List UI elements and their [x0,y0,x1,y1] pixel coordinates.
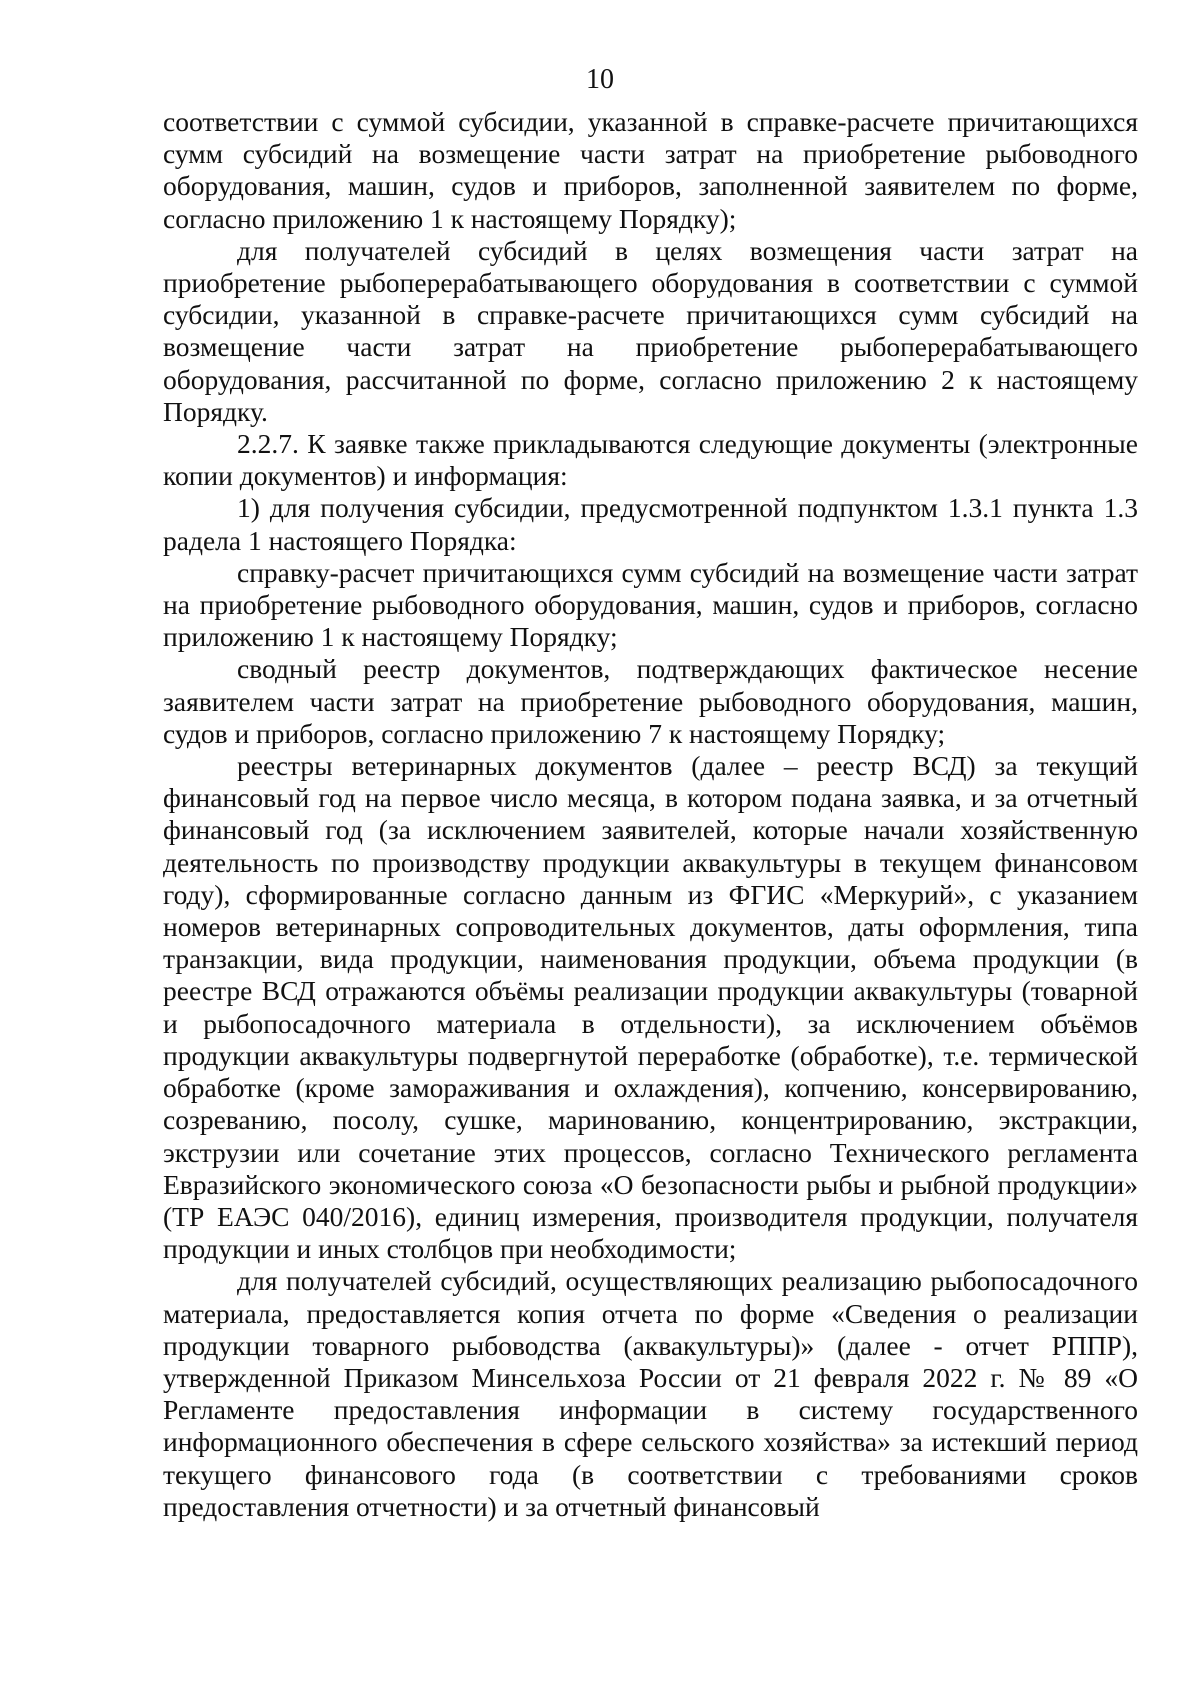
paragraph-fish-processing-equipment: для получателей субсидий в целях возмещения части затрат на приобретение рыбоперерабатывающего оборудования в соответствии с суммой субсидии, указанной в справке-расчете причитающихся сумм субсидий на возмещение части затрат на приобретение рыбоперерабатывающего оборудования, рассчитанной по форме, согласно приложению 2 к настоящему Порядку. [163,234,1138,427]
paragraph-continuation: соответствии с суммой субсидии, указанной в справке-расчете причитающихся сумм субсидий на возмещение части затрат на приобретение рыбоводного оборудования, машин, судов и приборов, заполненной заявителем по форме, согласно приложению 1 к настоящему Порядку); [163,106,1138,234]
paragraph-calculation-certificate: справку-расчет причитающихся сумм субсидий на возмещение части затрат на приобретение рыбоводного оборудования, машин, судов и приборов, согласно приложению 1 к настоящему Порядку; [163,556,1138,653]
paragraph-rppr-report: для получателей субсидий, осуществляющих реализацию рыбопосадочного материала, предоставляется копия отчета по форме «Сведения о реализации продукции товарного рыбоводства (аквакультуры)» (далее - отчет РППР), утвержденной Приказом Минсельхоза России от 21 февраля 2022 г. № 89 «О Регламенте предоставления информации в систему государственного информационного обеспечения в сфере сельского хозяйства» за истекший период текущего финансового года (в соответствии с требованиями сроков предоставления отчетности) и за отчетный финансовый [163,1265,1138,1522]
paragraph-2-2-7: 2.2.7. К заявке также прикладываются следующие документы (электронные копии документов) и информация: [163,428,1138,492]
document-body [163,106,1138,1523]
paragraph-summary-register: сводный реестр документов, подтверждающих фактическое несение заявителем части затрат на приобретение рыбоводного оборудования, машин, судов и приборов, согласно приложению 7 к настоящему Порядку; [163,653,1138,749]
paragraph-item-1: 1) для получения субсидии, предусмотренной подпунктом 1.3.1 пункта 1.3 радела 1 настоящего Порядка: [163,492,1138,556]
paragraph-vsd-registers: реестры ветеринарных документов (далее – реестр ВСД) за текущий финансовый год на первое число месяца, в котором подана заявка, и за отчетный финансовый год (за исключением заявителей, которые начали хозяйственную деятельность по производству продукции аквакультуры в текущем финансовом году), сформированные согласно данным из ФГИС «Меркурий», с указанием номеров ветеринарных сопроводительных документов, даты оформления, типа транзакции, вида продукции, наименования продукции, объема продукции (в реестре ВСД отражаются объёмы реализации продукции аквакультуры (товарной и рыбопосадочного материала в отдельности), за исключением объёмов продукции аквакультуры подвергнутой переработке (обработке), т.е. термической обработке (кроме замораживания и охлаждения), копчению, консервированию, созреванию, посолу, сушке, маринованию, концентрированию, экстракции, экструзии или сочетание этих процессов, согласно Технического регламента Евразийского экономического союза «О безопасности рыбы и рыбной продукции» (ТР ЕАЭС 040/2016), единиц измерения, производителя продукции, получателя продукции и иных столбцов при необходимости; [163,750,1138,1265]
page-number: 10 [586,64,614,95]
